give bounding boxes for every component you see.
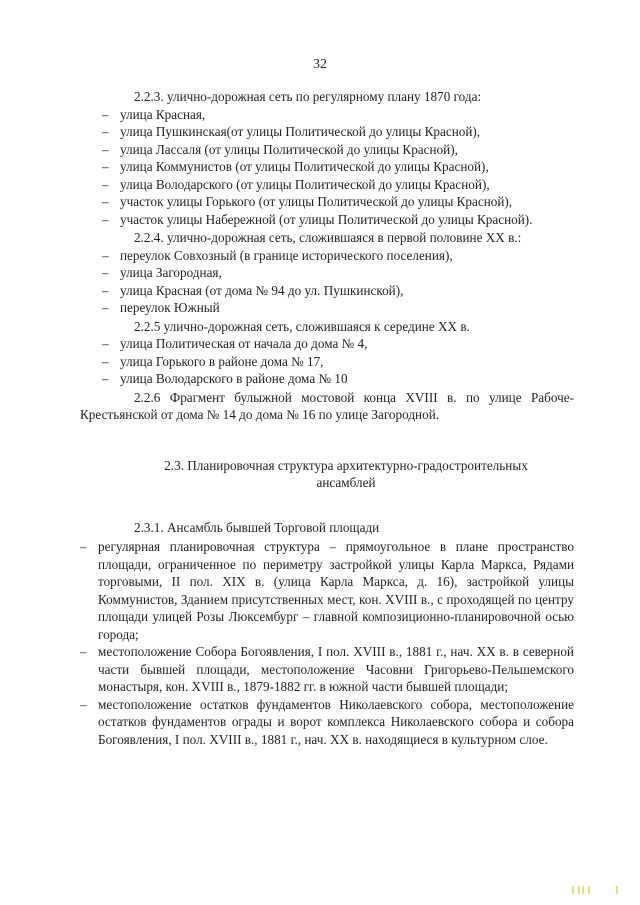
list-item bbox=[102, 123, 574, 141]
dash-marker: – bbox=[102, 371, 109, 386]
list-item-text: улица Загородная, bbox=[120, 265, 222, 280]
dash-marker: – bbox=[102, 141, 109, 157]
list-item bbox=[102, 141, 574, 159]
dash-marker: – bbox=[80, 644, 87, 659]
section-2-2-4-list bbox=[102, 247, 574, 317]
dash-marker: – bbox=[102, 247, 109, 263]
dash-marker: – bbox=[80, 539, 87, 554]
dash-marker: – bbox=[102, 159, 109, 174]
list-item-text: улица Лассаля (от улицы Политической до улицы Красной), bbox=[120, 141, 458, 157]
list-item-text: регулярная планировочная структура – прямоугольное в плане пространство площади, ограниченное по периметру застройкой улицы Карла Маркса, Рядами торговыми, II пол. XIX в. (улица Карла Маркса, д. 16), застройкой улицы Коммунистов, Зданием присутственных мест, кон. XVIII в., с проходящей по центру площади улицей Розы Люксембург – главной композиционно-планировочной осью города; bbox=[98, 539, 574, 642]
section-2-2-4-intro: 2.2.4. улично-дорожная сеть, сложившаяся в первой половине XX в.: bbox=[134, 230, 522, 245]
list-item bbox=[102, 264, 574, 282]
list-item-text: местоположение Собора Богоявления, I пол. XVIII в., 1881 г., нач. XX в. в северной части бывшей площади, местоположение Часовни Григорьево-Пельшемского монастыря, кон. XVIII в., 1879-1882 гг. в южной части бывшей площади; bbox=[98, 644, 574, 694]
list-item-text: улица Пушкинская(от улицы Политической до улицы Красной), bbox=[120, 124, 481, 139]
dash-marker: – bbox=[102, 106, 109, 122]
list-item-text: участок улицы Горького (от улицы Политической до улицы Красной), bbox=[120, 194, 513, 209]
dash-marker: – bbox=[102, 282, 109, 298]
page-number: 32 bbox=[313, 57, 327, 72]
dash-marker: – bbox=[102, 300, 109, 315]
list-item bbox=[80, 643, 574, 696]
list-item-text: улица Красная, bbox=[120, 106, 206, 122]
list-item bbox=[102, 353, 574, 371]
section-2-3-1-list bbox=[80, 538, 574, 748]
list-item-text: улица Коммунистов (от улицы Политической до улицы Красной), bbox=[120, 159, 489, 174]
list-item bbox=[80, 696, 574, 749]
list-item bbox=[102, 335, 574, 353]
list-item-text: улица Горького в районе дома № 17, bbox=[120, 353, 324, 369]
list-item bbox=[102, 106, 574, 124]
dash-marker: – bbox=[102, 211, 109, 227]
list-item bbox=[102, 247, 574, 265]
section-2-2-3-list bbox=[102, 106, 574, 229]
list-item-text: улица Красная (от дома № 94 до ул. Пушкинской), bbox=[120, 282, 404, 298]
list-item bbox=[102, 158, 574, 176]
list-item bbox=[102, 211, 574, 229]
dash-marker: – bbox=[102, 194, 109, 209]
list-item bbox=[102, 282, 574, 300]
list-item bbox=[102, 299, 574, 317]
list-item-text: переулок Южный bbox=[120, 300, 220, 315]
scan-edge-marks bbox=[572, 886, 622, 896]
section-2-3-1-subheading: 2.3.1. Ансамбль бывшей Торговой площади bbox=[134, 519, 380, 535]
dash-marker: – bbox=[80, 696, 87, 712]
section-2-2-3-intro: 2.2.3. улично-дорожная сеть по регулярному плану 1870 года: bbox=[134, 89, 482, 104]
dash-marker: – bbox=[102, 265, 109, 280]
section-2-2-6-text: 2.2.6 Фрагмент булыжной мостовой конца XVIII в. по улице Рабоче-Крестьянской от дома № 14 до дома № 16 по улице Загородной. bbox=[80, 389, 574, 422]
dash-marker: – bbox=[102, 124, 109, 139]
list-item bbox=[102, 193, 574, 211]
list-item bbox=[102, 370, 574, 388]
list-item bbox=[80, 538, 574, 643]
list-item bbox=[102, 176, 574, 194]
list-item-text: улица Володарского в районе дома № 10 bbox=[120, 371, 348, 386]
dash-marker: – bbox=[102, 353, 109, 369]
section-2-2-5-intro: 2.2.5 улично-дорожная сеть, сложившаяся к середине XX в. bbox=[134, 318, 470, 334]
section-2-3-heading: 2.3. Планировочная структура архитектурно-градостроительных ансамблей bbox=[164, 457, 528, 490]
list-item-text: местоположение остатков фундаментов Николаевского собора, местоположение остатков фундаментов ограды и ворот комплекса Николаевского собора и собора Богоявления, I пол. XVIII в., 1881 г., нач. XX в. находящиеся в культурном слое. bbox=[98, 696, 574, 747]
list-item-text: улица Политическая от начала до дома № 4, bbox=[120, 336, 368, 351]
dash-marker: – bbox=[102, 176, 109, 192]
section-2-2-5-list bbox=[102, 335, 574, 388]
list-item-text: участок улицы Набережной (от улицы Политической до улицы Красной). bbox=[120, 211, 533, 227]
list-item-text: переулок Совхозный (в границе исторического поселения), bbox=[120, 247, 453, 263]
dash-marker: – bbox=[102, 336, 109, 351]
list-item-text: улица Володарского (от улицы Политической до улицы Красной), bbox=[120, 176, 490, 192]
page-content bbox=[80, 88, 574, 748]
